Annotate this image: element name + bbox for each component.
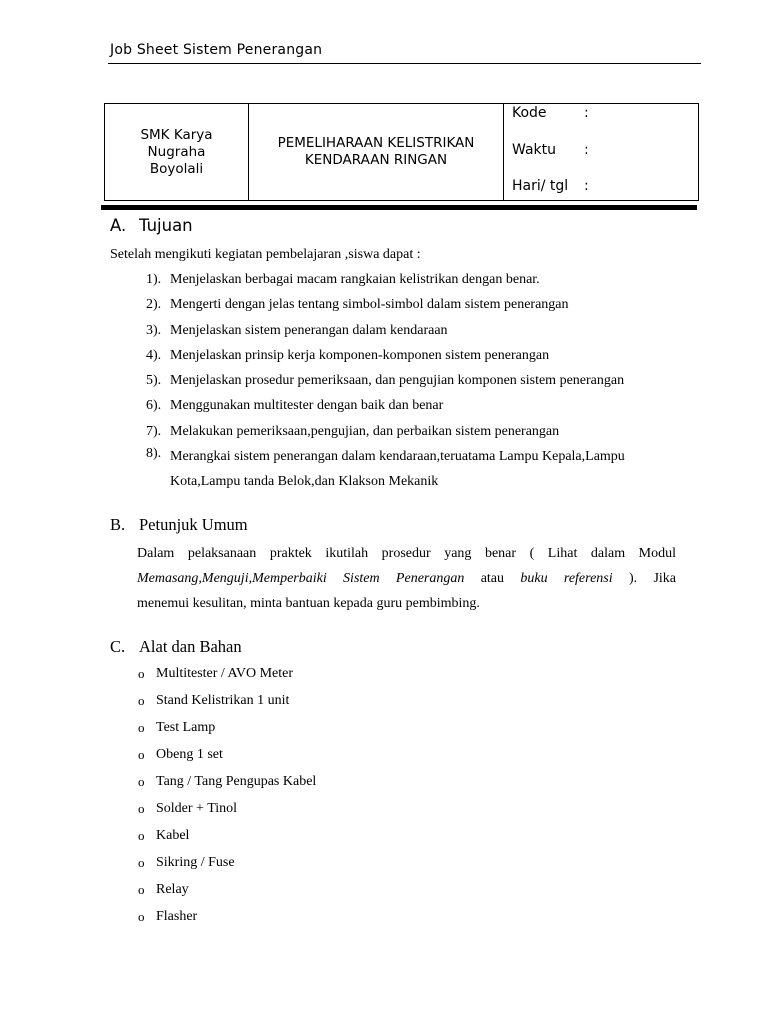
list-item — [138, 799, 316, 826]
school-name-line: Boyolali — [149, 160, 204, 177]
meta-row-waktu — [512, 142, 589, 158]
list-item — [146, 346, 675, 371]
meta-label: Kode — [512, 105, 547, 121]
list-text: Stand Kelistrikan 1 unit — [156, 693, 290, 708]
list-index: 8). — [146, 446, 162, 462]
list-item — [146, 371, 675, 396]
list-text: Melakukan pemeriksaan,pengujian, dan perbaikan sistem penerangan — [170, 423, 560, 439]
meta-separator: : — [584, 178, 589, 194]
list-item — [146, 396, 675, 421]
bullet-icon: o — [138, 909, 145, 924]
list-text: Obeng 1 set — [156, 747, 223, 762]
bullet-icon: o — [138, 666, 145, 681]
header-rule — [108, 63, 701, 64]
bullet-icon: o — [138, 747, 145, 762]
info-table — [104, 103, 699, 201]
paragraph-text: atau — [464, 571, 521, 586]
bullet-icon: o — [138, 693, 145, 708]
list-item — [138, 853, 316, 880]
list-index: 5). — [146, 373, 162, 389]
section-number: A. — [110, 216, 127, 235]
section-title: Tujuan — [139, 216, 193, 235]
list-index: 2). — [146, 297, 162, 313]
list-text: Merangkai sistem penerangan dalam kendaraan,teruatama Lampu Kepala,Lampu Kota,Lampu tanda Belok,dan Klakson Mekanik — [170, 449, 625, 490]
section-a-intro: Setelah mengikuti kegiatan pembelajaran ,siswa dapat : — [110, 247, 421, 262]
bullet-icon: o — [138, 774, 145, 789]
list-text: Menggunakan multitester dengan baik dan benar — [170, 398, 444, 414]
paragraph-line: menemui kesulitan, minta bantuan kepada guru pembimbing. — [137, 596, 480, 611]
paragraph-line: Dalam pelaksanaan praktek ikutilah prosedur yang benar ( Lihat dalam Modul — [137, 546, 676, 561]
bullet-icon: o — [138, 720, 145, 735]
section-c-heading — [110, 637, 242, 657]
bullet-icon: o — [138, 882, 145, 897]
list-text: Multitester / AVO Meter — [156, 666, 294, 681]
page-header-title: Job Sheet Sistem Penerangan — [110, 42, 323, 58]
paragraph-text: ). Jika — [612, 571, 677, 586]
italic-reference: buku referensi — [520, 571, 613, 586]
meta-separator: : — [584, 142, 589, 158]
list-text: Menjelaskan berbagai macam rangkaian kelistrikan dengan benar. — [170, 272, 540, 287]
list-item — [146, 321, 675, 346]
paragraph-line — [137, 566, 676, 591]
list-text: Test Lamp — [156, 720, 216, 735]
list-text: Relay — [156, 882, 189, 897]
list-text: Flasher — [156, 909, 198, 924]
meta-separator: : — [584, 105, 589, 121]
bullet-icon: o — [138, 801, 145, 816]
section-b-paragraph — [137, 541, 676, 616]
tools-list — [138, 664, 316, 934]
meta-row-hari-tgl — [512, 178, 589, 194]
list-item — [138, 826, 316, 853]
list-index: 7). — [146, 423, 162, 439]
list-index: 1). — [146, 272, 162, 287]
list-item — [138, 691, 316, 718]
meta-cell — [504, 104, 698, 200]
list-item — [146, 295, 675, 320]
jobsheet-title-line: KENDARAAN RINGAN — [304, 152, 448, 168]
section-title: Petunjuk Umum — [139, 515, 248, 534]
bullet-icon: o — [138, 828, 145, 843]
list-text: Kabel — [156, 828, 190, 843]
list-item — [138, 880, 316, 907]
list-text: Menjelaskan prinsip kerja komponen-komponen sistem penerangan — [170, 347, 550, 363]
list-index: 4). — [146, 347, 162, 363]
section-title: Alat dan Bahan — [139, 637, 242, 656]
list-text: Tang / Tang Pengupas Kabel — [156, 774, 317, 789]
school-name-line: Nugraha — [147, 143, 206, 160]
list-item — [146, 444, 675, 494]
list-index: 3). — [146, 322, 162, 338]
italic-reference: Memasang,Menguji,Memperbaiki Sistem Penerangan — [137, 571, 465, 586]
list-item — [138, 907, 316, 934]
school-cell — [105, 104, 249, 200]
list-text: Menjelaskan prosedur pemeriksaan, dan pengujian komponen sistem penerangan — [170, 373, 625, 389]
objectives-list — [146, 270, 675, 494]
list-item — [138, 718, 316, 745]
list-index: 6). — [146, 398, 162, 414]
meta-label: Hari/ tgl — [512, 178, 569, 194]
jobsheet-title-cell — [249, 104, 504, 200]
list-text: Solder + Tinol — [156, 801, 238, 816]
list-text: Mengerti dengan jelas tentang simbol-simbol dalam sistem penerangan — [170, 297, 569, 313]
thick-divider — [101, 205, 697, 210]
section-number: C. — [110, 637, 126, 656]
list-item — [138, 772, 316, 799]
list-item — [146, 270, 675, 295]
list-text: Sikring / Fuse — [156, 855, 235, 870]
meta-label: Waktu — [512, 142, 556, 158]
section-number: B. — [110, 515, 126, 534]
list-item — [138, 745, 316, 772]
meta-row-kode — [512, 105, 589, 121]
jobsheet-title-line: PEMELIHARAAN KELISTRIKAN — [277, 135, 475, 151]
section-b-heading — [110, 515, 248, 535]
section-a-heading — [110, 216, 193, 235]
bullet-icon: o — [138, 855, 145, 870]
list-text: Menjelaskan sistem penerangan dalam kendaraan — [170, 322, 448, 338]
list-item — [138, 664, 316, 691]
school-name-line: SMK Karya — [140, 126, 213, 143]
